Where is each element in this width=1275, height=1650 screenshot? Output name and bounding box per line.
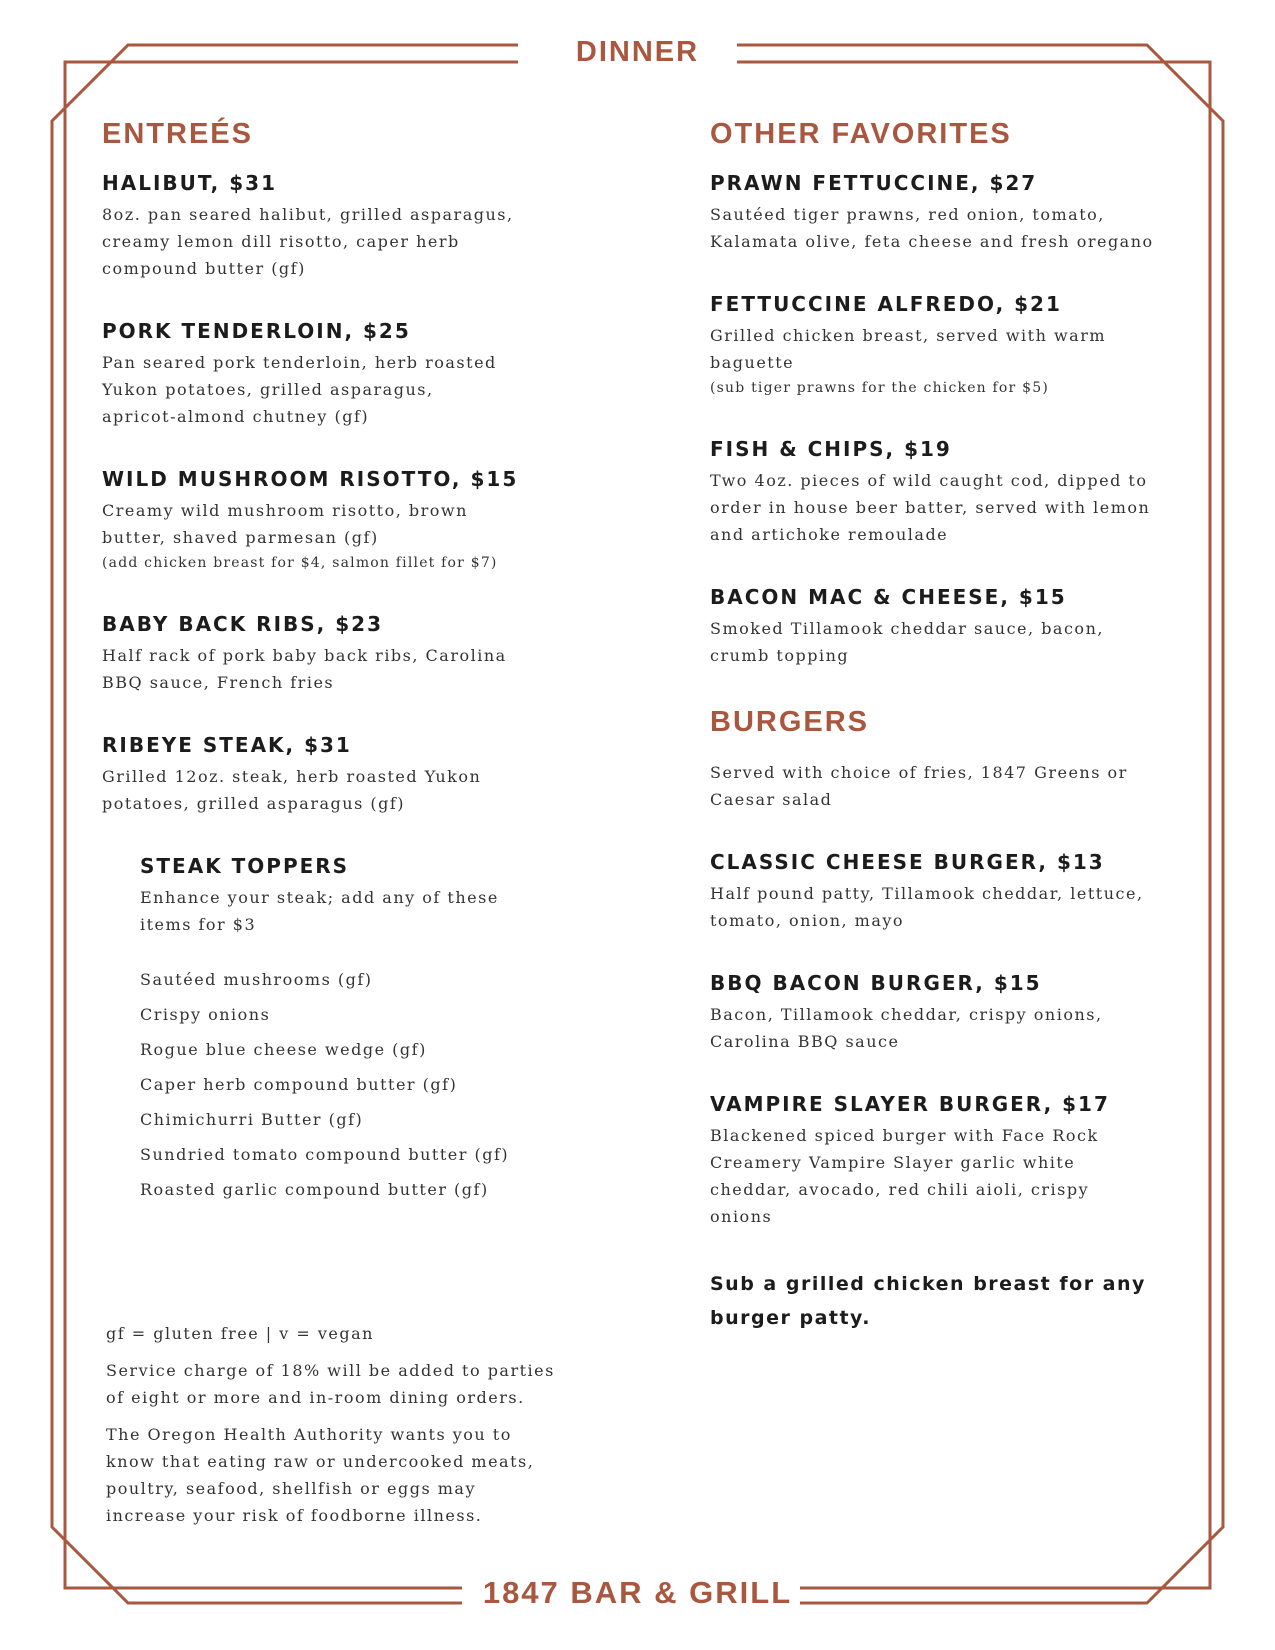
item-description: Bacon, Tillamook cheddar, crispy onions, Carolina BBQ sauce (710, 1005, 1103, 1051)
dietary-legend: gf = gluten free | v = vegan (106, 1324, 374, 1343)
menu-notes (106, 1320, 576, 1539)
menu-item-vampire-slayer-burger (710, 1092, 1180, 1230)
other-favorites-section (710, 118, 1180, 1335)
menu-item-pork-tenderloin (102, 319, 572, 430)
menu-item-halibut (102, 171, 572, 282)
menu-item-bacon-mac-and-cheese (710, 585, 1180, 669)
item-description: Creamy wild mushroom risotto, brown butter, shaved parmesan (gf) (102, 501, 468, 547)
item-title: RIBEYE STEAK, $31 (102, 733, 352, 757)
burger-substitution-note: Sub a grilled chicken breast for any burger patty. (710, 1273, 1146, 1329)
topper-item: Sautéed mushrooms (gf) (140, 970, 373, 989)
item-description: Grilled chicken breast, served with warm baguette (710, 326, 1107, 372)
item-description: Sautéed tiger prawns, red onion, tomato, Kalamata olive, feta cheese and fresh oregano (710, 205, 1154, 251)
menu-item-wild-mushroom-risotto (102, 467, 572, 575)
menu-item-fish-and-chips (710, 437, 1180, 548)
item-title: HALIBUT, $31 (102, 171, 277, 195)
topper-item: Rogue blue cheese wedge (gf) (140, 1040, 427, 1059)
burgers-intro (710, 759, 1180, 813)
item-title: WILD MUSHROOM RISOTTO, $15 (102, 467, 519, 491)
menu-item-ribeye-steak (102, 733, 572, 817)
topper-item: Caper herb compound butter (gf) (140, 1075, 458, 1094)
menu-item-baby-back-ribs (102, 612, 572, 696)
item-title: FISH & CHIPS, $19 (710, 437, 952, 461)
restaurant-name: 1847 BAR & GRILL (482, 1575, 793, 1610)
steak-toppers-title: STEAK TOPPERS (140, 854, 350, 878)
topper-item: Crispy onions (140, 1005, 271, 1024)
topper-item: Chimichurri Butter (gf) (140, 1110, 364, 1129)
section-title-burgers: BURGERS (710, 706, 870, 738)
menu-item-classic-cheese-burger (710, 850, 1180, 934)
item-title: BACON MAC & CHEESE, $15 (710, 585, 1067, 609)
menu-item-bbq-bacon-burger (710, 971, 1180, 1055)
health-warning: The Oregon Health Authority wants you to know that eating raw or undercooked meats, poultry, seafood, shellfish or eggs may increase your risk of foodborne illness. (106, 1425, 535, 1525)
service-charge-note: Service charge of 18% will be added to parties of eight or more and in-room dining orders. (106, 1361, 555, 1407)
item-description: Pan seared pork tenderloin, herb roasted Yukon potatoes, grilled asparagus, apricot-almond chutney (gf) (102, 353, 497, 426)
item-description: Blackened spiced burger with Face Rock Creamery Vampire Slayer garlic white cheddar, avocado, red chili aioli, crispy onions (710, 1126, 1099, 1226)
item-title: CLASSIC CHEESE BURGER, $13 (710, 850, 1105, 874)
item-description: Two 4oz. pieces of wild caught cod, dipped to order in house beer batter, served with lemon and artichoke remoulade (710, 471, 1151, 544)
item-title: VAMPIRE SLAYER BURGER, $17 (710, 1092, 1110, 1116)
item-description: Half rack of pork baby back ribs, Carolina BBQ sauce, French fries (102, 646, 507, 692)
entrees-section (102, 118, 572, 1207)
topper-item: Sundried tomato compound butter (gf) (140, 1145, 510, 1164)
item-title: PRAWN FETTUCCINE, $27 (710, 171, 1038, 195)
item-title: BABY BACK RIBS, $23 (102, 612, 383, 636)
item-description: 8oz. pan seared halibut, grilled asparagus, creamy lemon dill risotto, caper herb compound butter (gf) (102, 205, 514, 278)
item-title: FETTUCCINE ALFREDO, $21 (710, 292, 1062, 316)
item-title: BBQ BACON BURGER, $15 (710, 971, 1042, 995)
topper-item: Roasted garlic compound butter (gf) (140, 1180, 489, 1199)
item-title: PORK TENDERLOIN, $25 (102, 319, 411, 343)
item-note: (add chicken breast for $4, salmon fillet for $7) (102, 555, 498, 571)
menu-title: DINNER (575, 36, 700, 68)
item-note: (sub tiger prawns for the chicken for $5) (710, 380, 1049, 396)
menu-item-prawn-fettuccine (710, 171, 1180, 255)
steak-toppers-description: Enhance your steak; add any of these items for $3 (140, 888, 499, 934)
steak-toppers (140, 854, 572, 1207)
item-description: Grilled 12oz. steak, herb roasted Yukon potatoes, grilled asparagus (gf) (102, 767, 482, 813)
section-title-other-favorites: OTHER FAVORITES (710, 118, 1012, 150)
burgers-intro-text: Served with choice of fries, 1847 Greens or Caesar salad (710, 763, 1128, 809)
item-description: Half pound patty, Tillamook cheddar, lettuce, tomato, onion, mayo (710, 884, 1144, 930)
section-title-entrees: ENTREÉS (102, 118, 253, 150)
menu-item-fettuccine-alfredo (710, 292, 1180, 400)
item-description: Smoked Tillamook cheddar sauce, bacon, crumb topping (710, 619, 1104, 665)
